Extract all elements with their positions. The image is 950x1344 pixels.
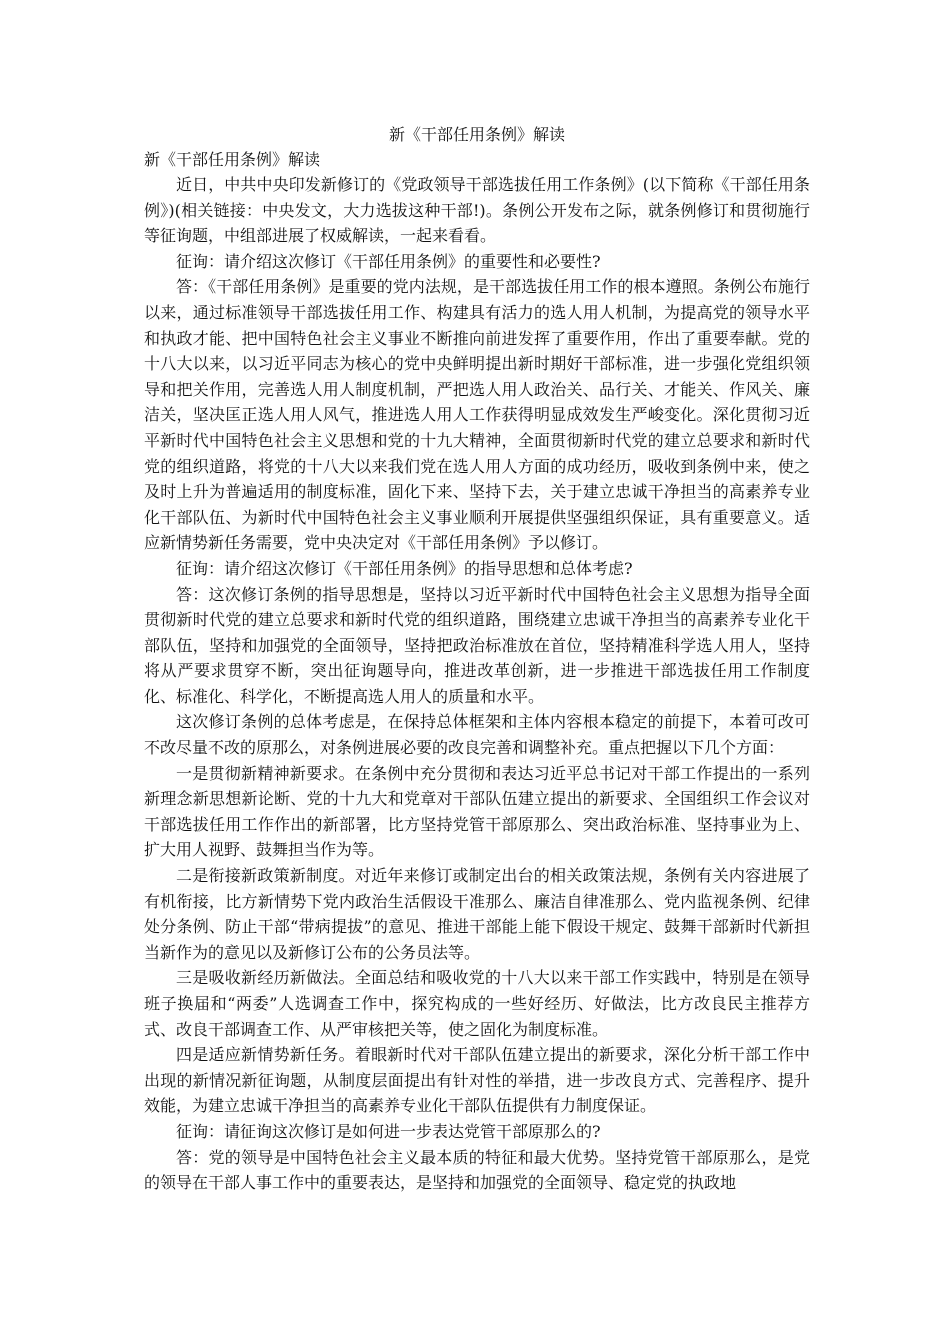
paragraph-point-2: 二是衔接新政策新制度。对近年来修订或制定出台的相关政策法规，条例有关内容进展了有机衔接，比方新情势下党内政治生活假设干准那么、廉洁自律准那么、党内监视条例、纪律处分条例、防止干部“带病提拔”的意见、推进干部能上能下假设干规定、鼓舞干部新时代新担当新作为的意见以及新修订公布的公务员法等。 <box>144 866 810 962</box>
document-title: 新《干部任用条例》解读 <box>388 125 565 144</box>
paragraph-answer-1: 答：《干部任用条例》是重要的党内法规，是干部选拔任用工作的根本遵照。条例公布施行以来，通过标准领导干部选拔任用工作、构建具有活力的选人用人机制，为提高党的领导水平和执政才能、把中国特色社会主义事业不断推向前进发挥了重要作用，作出了重要奉献。党的十八大以来，以习近平同志为核心的党中央鲜明提出新时期好干部标准，进一步强化党组织领导和把关作用，完善选人用人制度机制，严把选人用人政治关、品行关、才能关、作风关、廉洁关，坚决匡正选人用人风气，推进选人用人工作获得明显成效发生严峻变化。深化贯彻习近平新时代中国特色社会主义思想和党的十九大精神，全面贯彻新时代党的建立总要求和新时代党的组织道路，将党的十八大以来我们党在选人用人方面的成功经历，吸收到条例中来，使之及时上升为普遍适用的制度标准，固化下来、坚持下去，关于建立忠诚干净担当的高素养专业化干部队伍、为新时代中国特色社会主义事业顺利开展提供坚强组织保证，具有重要意义。适应新情势新任务需要，党中央决定对《干部任用条例》予以修订。 <box>144 277 810 553</box>
paragraph-overall-considerations: 这次修订条例的总体考虑是，在保持总体框架和主体内容根本稳定的前提下，本着可改可不改尽量不改的原那么，对条例进展必要的改良完善和调整补充。重点把握以下几个方面： <box>144 712 810 758</box>
document-page <box>144 122 810 1196</box>
paragraph-answer-2: 答：这次修订条例的指导思想是，坚持以习近平新时代中国特色社会主义思想为指导全面贯彻新时代党的建立总要求和新时代党的组织道路，围绕建立忠诚干净担当的高素养专业化干部队伍，坚持和加强党的全面领导，坚持把政治标准放在首位，坚持精准科学选人用人，坚持将从严要求贯穿不断，突出征询题导向，推进改革创新，进一步推进干部选拔任用工作制度化、标准化、科学化，不断提高选人用人的质量和水平。 <box>144 584 810 706</box>
paragraph-point-3: 三是吸收新经历新做法。全面总结和吸收党的十八大以来干部工作实践中，特别是在领导班子换届和“两委”人选调查工作中，探究构成的一些好经历、好做法，比方改良民主推荐方式、改良干部调查工作、从严审核把关等，使之固化为制度标准。 <box>144 968 810 1039</box>
paragraph-point-1: 一是贯彻新精神新要求。在条例中充分贯彻和表达习近平总书记对干部工作提出的一系列新理念新思想新论断、党的十九大和党章对干部队伍建立提出的新要求、全国组织工作会议对干部选拔任用工作作出的新部署，比方坚持党管干部原那么、突出政治标准、坚持事业为上、扩大用人视野、鼓舞担当作为等。 <box>144 763 810 860</box>
paragraph-answer-3: 答：党的领导是中国特色社会主义最本质的特征和最大优势。坚持党管干部原那么，是党的领导在干部人事工作中的重要表达，是坚持和加强党的全面领导、稳定党的执政地 <box>144 1147 810 1193</box>
paragraph-question-1: 征询：请介绍这次修订《干部任用条例》的重要性和必要性? <box>176 251 601 271</box>
paragraph-intro: 近日，中共中央印发新修订的《党政领导干部选拔任用工作条例》(以下简称《干部任用条例》)(相关链接：中央发文，大力选拔这种干部!)。条例公开发布之际，就条例修订和贯彻施行等征询题，中组部进展了权威解读，一起来看看。 <box>144 175 810 246</box>
paragraph-question-3: 征询：请征询这次修订是如何进一步表达党管干部原那么的? <box>176 1121 601 1141</box>
document-subtitle: 新《干部任用条例》解读 <box>144 150 321 169</box>
paragraph-point-4: 四是适应新情势新任务。着眼新时代对干部队伍建立提出的新要求，深化分析干部工作中出现的新情况新征询题，从制度层面提出有针对性的举措，进一步改良方式、完善程序、提升效能，为建立忠诚干净担当的高素养专业化干部队伍提供有力制度保证。 <box>144 1045 810 1116</box>
paragraph-question-2: 征询：请介绍这次修订《干部任用条例》的指导思想和总体考虑? <box>176 558 633 578</box>
